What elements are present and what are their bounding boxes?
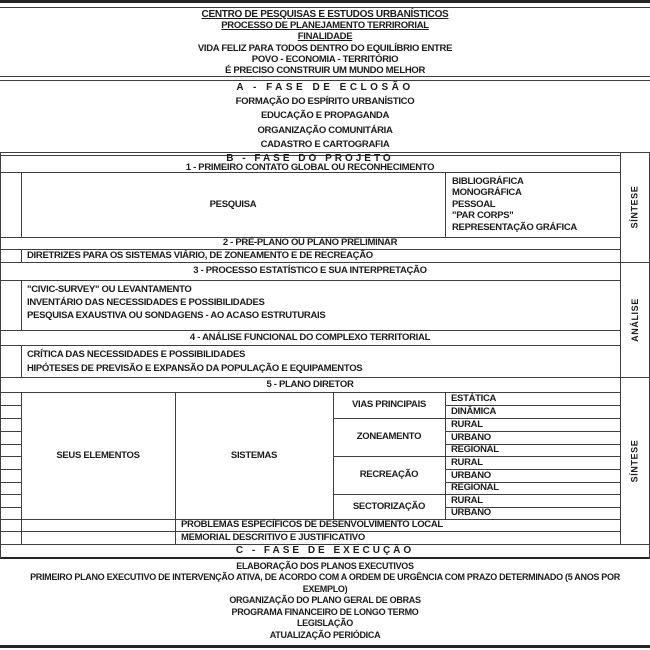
phase-b-header [0, 155, 620, 172]
side-label-analise: ANÁLISE [629, 297, 640, 342]
masthead-motto-line: É PRECISO CONSTRUIR UM MUNDO MELHOR [224, 65, 426, 77]
system-value: URBANO [451, 507, 491, 518]
grid-line [0, 431, 21, 432]
masthead-finalidade: FINALIDADE [297, 31, 353, 43]
step1-title: 1 - PRIMEIRO CONTATO GLOBAL OU RECONHECIMENTO [185, 161, 435, 173]
grid-line [0, 494, 21, 495]
phase-c-line: PROGRAMA FINANCEIRO DE LONGO TERMO [231, 606, 419, 617]
phase-c-line: ELABORAÇÃO DOS PLANOS EXECUTIVOS [236, 560, 414, 571]
grid-line [0, 507, 21, 508]
masthead-process: PROCESSO DE PLANEJAMENTO TERRIRORIAL [221, 19, 429, 31]
pesquisa-label: PESQUISA [209, 198, 257, 210]
pesquisa-type: MONOGRÁFICA [452, 187, 522, 199]
step3-title: 3 - PROCESSO ESTATÍSTICO E SUA INTERPRETAÇÃO [193, 265, 427, 276]
grid-line [0, 405, 21, 406]
system-vias-principais: VIAS PRINCIPAIS [352, 399, 426, 410]
phase-c-line: LEGISLAÇÃO [296, 618, 353, 629]
phase-a-item: ORGANIZAÇÃO COMUNITÁRIA [257, 124, 393, 136]
pesquisa-type: PESSOAL [452, 198, 496, 210]
step4-line: CRÍTICA DAS NECESSIDADES E POSSIBILIDADES [27, 349, 246, 360]
pesquisa-types-cell [445, 172, 627, 237]
phase-a-section [0, 81, 650, 152]
grid-line [0, 444, 21, 445]
phase-a-title: A - FASE DE ECLOSÃO [236, 82, 414, 94]
system-value: URBANO [451, 469, 491, 481]
left-border [0, 152, 1, 559]
system-value: RURAL [451, 456, 483, 468]
step5-footer-row: MEMORIAL DESCRITIVO E JUSTIFICATIVO [181, 531, 365, 543]
grid-line [0, 418, 21, 419]
step2-content-cell: DIRETRIZES PARA OS SISTEMAS VIÁRIO, DE ZONEAMENTO E DE RECREAÇÃO [27, 249, 373, 261]
bottom-rule [0, 645, 650, 648]
step4-title: 4 - ANÁLISE FUNCIONAL DO COMPLEXO TERRITORIAL [189, 331, 431, 343]
step5-title: 5 - PLANO DIRETOR [266, 378, 354, 390]
system-value: RURAL [451, 418, 483, 430]
system-value: URBANO [451, 431, 491, 443]
step5-footer-row: PROBLEMAS ESPECÍFICOS DE DESENVOLVIMENTO LOCAL [181, 519, 443, 530]
step2-title: 2 - PRÉ-PLANO OU PLANO PRELIMINAR [222, 237, 398, 248]
pesquisa-type: "PAR CORPS" [452, 210, 514, 222]
step3-line: "CIVIC-SURVEY" OU LEVANTAMENTO [27, 284, 192, 295]
system-value: ESTÁTICA [451, 392, 497, 404]
masthead-motto-line: POVO - ECONOMIA - TERRITÓRIO [251, 53, 399, 65]
grid-line [0, 482, 21, 483]
phase-a-item: CADASTRO E CARTOGRAFIA [260, 138, 390, 150]
phase-c-line: ORGANIZAÇÃO DO PLANO GERAL DE OBRAS [229, 595, 421, 606]
phase-a-item: EDUCAÇÃO E PROPAGANDA [260, 110, 390, 122]
phase-c-section [0, 559, 650, 643]
top-rule [0, 0, 650, 3]
phase-c-line: PRIMEIRO PLANO EXECUTIVO DE INTERVENÇÃO ATIVA, DE ACORDO COM A ORDEM DE URGÊNCIA COM PRAZO DETERMINADO (5 ANOS POR EXEMPLO) [30, 572, 620, 594]
system-recreacao: RECREAÇÃO [359, 469, 419, 480]
grid-line [0, 456, 21, 457]
system-value: RURAL [451, 494, 483, 506]
document-title: CENTRO DE PESQUISAS E ESTUDOS URBANÍSTICOS [201, 8, 449, 20]
step3-line: PESQUISA EXAUSTIVA OU SONDAGENS - AO ACASO ESTRUTURAIS [27, 310, 326, 321]
pesquisa-type: BIBLIOGRÁFICA [452, 175, 524, 187]
masthead-motto-line: VIDA FELIZ PARA TODOS DENTRO DO EQUILÍBRIO ENTRE [197, 42, 453, 54]
masthead [0, 9, 650, 77]
step4-line: HIPÓTESES DE PREVISÃO E EXPANSÃO DA POPULAÇÃO E EQUIPAMENTOS [27, 362, 363, 374]
phase-a-item: FORMAÇÃO DO ESPÍRITO URBANÍSTICO [235, 96, 415, 108]
system-sectorizacao: SECTORIZAÇÃO [352, 500, 426, 512]
system-value: DINÂMICA [451, 405, 497, 417]
rule [0, 7, 650, 8]
phase-b-title: B - FASE DO PROJETO [226, 153, 394, 164]
system-zoneamento: ZONEAMENTO [356, 431, 422, 442]
step4-content-cell [21, 345, 626, 380]
grid-line [0, 469, 21, 470]
step3-line: INVENTÁRIO DAS NECESSIDADES E POSSIBILIDADES [27, 297, 265, 308]
phase-c-title: C - FASE DE EXECUÇÃO [235, 544, 415, 556]
system-value: REGIONAL [451, 482, 499, 493]
phase-c-line: ATUALIZAÇÃO PERIÓDICA [269, 629, 381, 640]
step3-content-cell [21, 280, 626, 333]
pesquisa-type: REPRESENTAÇÃO GRÁFICA [452, 221, 577, 233]
systems-cell: SISTEMAS [230, 449, 278, 461]
side-label-sintese-1: SÍNTESE [629, 185, 640, 229]
elements-cell: SEUS ELEMENTOS [56, 449, 140, 461]
side-label-sintese-2: SÍNTESE [629, 439, 640, 482]
system-value: REGIONAL [451, 444, 499, 455]
